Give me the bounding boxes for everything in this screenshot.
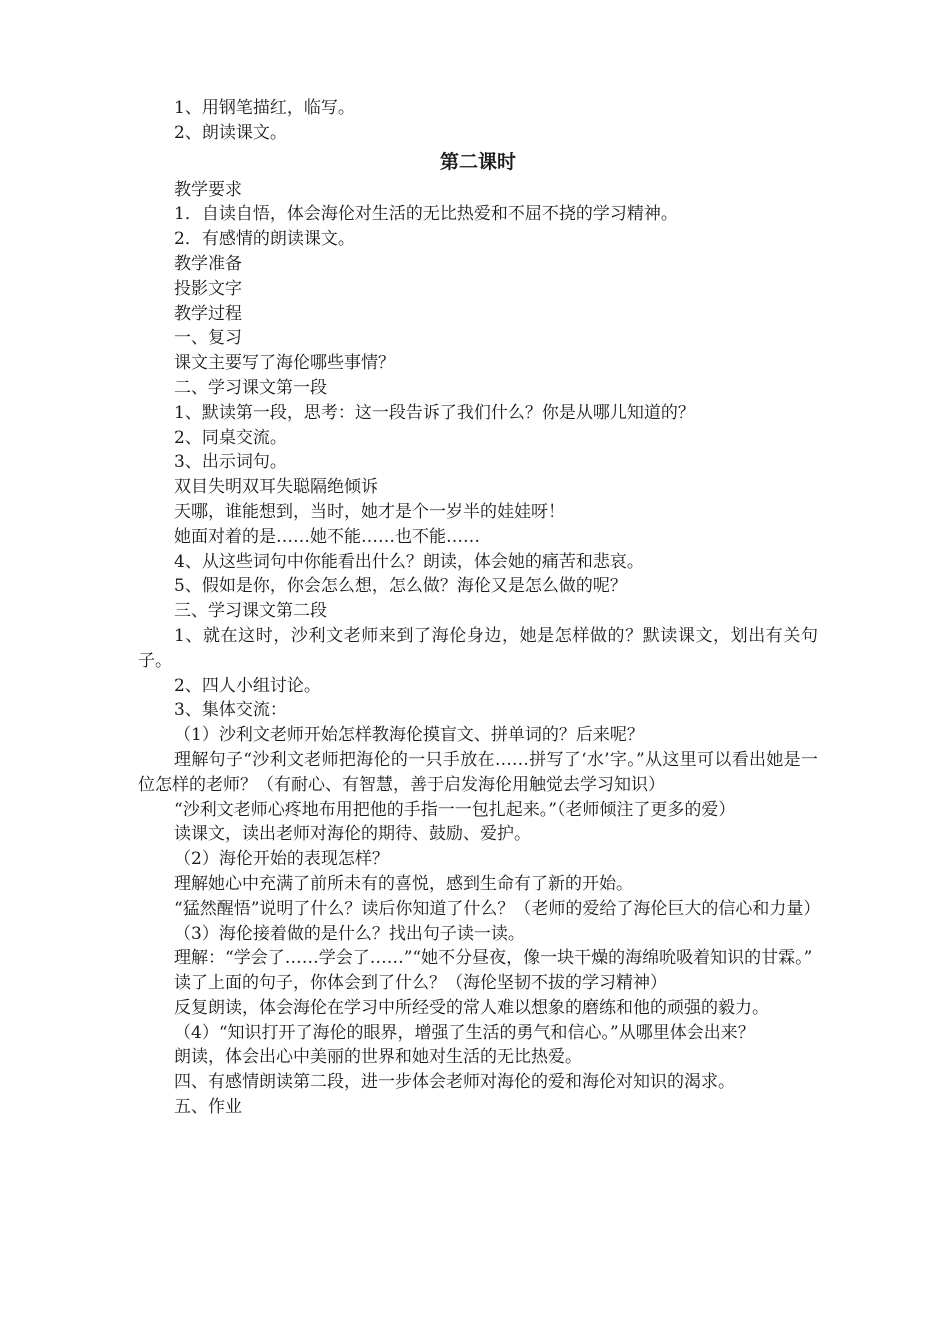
text-line: 理解她心中充满了前所未有的喜悦，感到生命有了新的开始。 (174, 873, 633, 894)
text-line: 朗读，体会出心中美丽的世界和她对生活的无比热爱。 (174, 1047, 582, 1068)
text-line: 1、用钢笔描红，临写。 (174, 98, 355, 118)
text-line: 双目失明双耳失聪隔绝倾诉 (174, 477, 378, 498)
text-line: 5、假如是你，你会怎么想，怎么做？海伦又是怎么做的呢？ (174, 576, 627, 597)
text-line: 理解：“学会了……学会了……”“她不分昼夜，像一块干燥的海绵吮吸着知识的甘霖。” (174, 948, 813, 969)
text-line: 五、作业 (174, 1097, 242, 1118)
text-line: 2、朗读课文。 (174, 122, 287, 143)
text-line: 3、集体交流： (174, 700, 287, 721)
text-line: 教学过程 (174, 303, 242, 324)
text-line: 她面对着的是……她不能……也不能…… (174, 526, 480, 547)
text-line: 四、有感情朗读第二段，进一步体会老师对海伦的爱和海伦对知识的渴求。 (174, 1072, 735, 1093)
text-line: 三、学习课文第二段 (174, 601, 327, 622)
text-line: 4、从这些词句中你能看出什么？朗读，体会她的痛苦和悲哀。 (174, 551, 644, 572)
text-line: 课文主要写了海伦哪些事情？ (174, 353, 395, 374)
text-line: 1、默读第一段，思考：这一段告诉了我们什么？你是从哪儿知道的？ (174, 402, 695, 423)
text-line: （4）“知识打开了海伦的眼界，增强了生活的勇气和信心。”从哪里体会出来？ (174, 1022, 755, 1043)
text-line: “沙利文老师心疼地布用把他的手指一一包扎起来。”（老师倾注了更多的爱） (174, 799, 736, 820)
text-line: 一、复习 (174, 328, 242, 349)
text-line: 二、学习课文第一段 (174, 377, 327, 398)
text-line: 2、同桌交流。 (174, 427, 287, 448)
text-line: 理解句子“沙利文老师把海伦的一只手放在……拼写了‘水’字。”从这里可以看出她是一位怎样的老师？（有耐心、有智慧，善于启发海伦用触觉去学习知识） (138, 749, 818, 795)
text-line: “猛然醒悟”说明了什么？读后你知道了什么？（老师的爱给了海伦巨大的信心和力量） (174, 898, 821, 919)
text-line: 教学准备 (174, 253, 242, 274)
text-line: 1、就在这时，沙利文老师来到了海伦身边，她是怎样做的？默读课文，划出有关句子。 (138, 625, 818, 671)
text-line: 反复朗读，体会海伦在学习中所经受的常人难以想象的磨练和他的顽强的毅力。 (174, 997, 769, 1018)
text-line: 天哪，谁能想到，当时，她才是个一岁半的娃娃呀！ (174, 501, 565, 522)
text-line: 教学要求 (174, 179, 242, 200)
text-line: 2．有感情的朗读课文。 (174, 229, 355, 250)
text-line: （1）沙利文老师开始怎样教海伦摸盲文、拼单词的？后来呢？ (174, 725, 644, 746)
text-line: 2、四人小组讨论。 (174, 675, 321, 696)
text-line: 读了上面的句子，你体会到了什么？（海伦坚韧不拔的学习精神） (174, 973, 667, 994)
text-line: 读课文，读出老师对海伦的期待、鼓励、爱护。 (174, 824, 531, 845)
text-line: 1．自读自悟，体会海伦对生活的无比热爱和不屈不挠的学习精神。 (174, 204, 678, 225)
text-line: （3）海伦接着做的是什么？找出句子读一读。 (174, 923, 525, 944)
text-line: 投影文字 (174, 278, 242, 299)
text-line: （2）海伦开始的表现怎样？ (174, 849, 389, 870)
document-page (138, 96, 821, 1120)
text-line: 3、出示词句。 (174, 452, 287, 473)
lesson-title: 第二课时 (439, 150, 516, 173)
